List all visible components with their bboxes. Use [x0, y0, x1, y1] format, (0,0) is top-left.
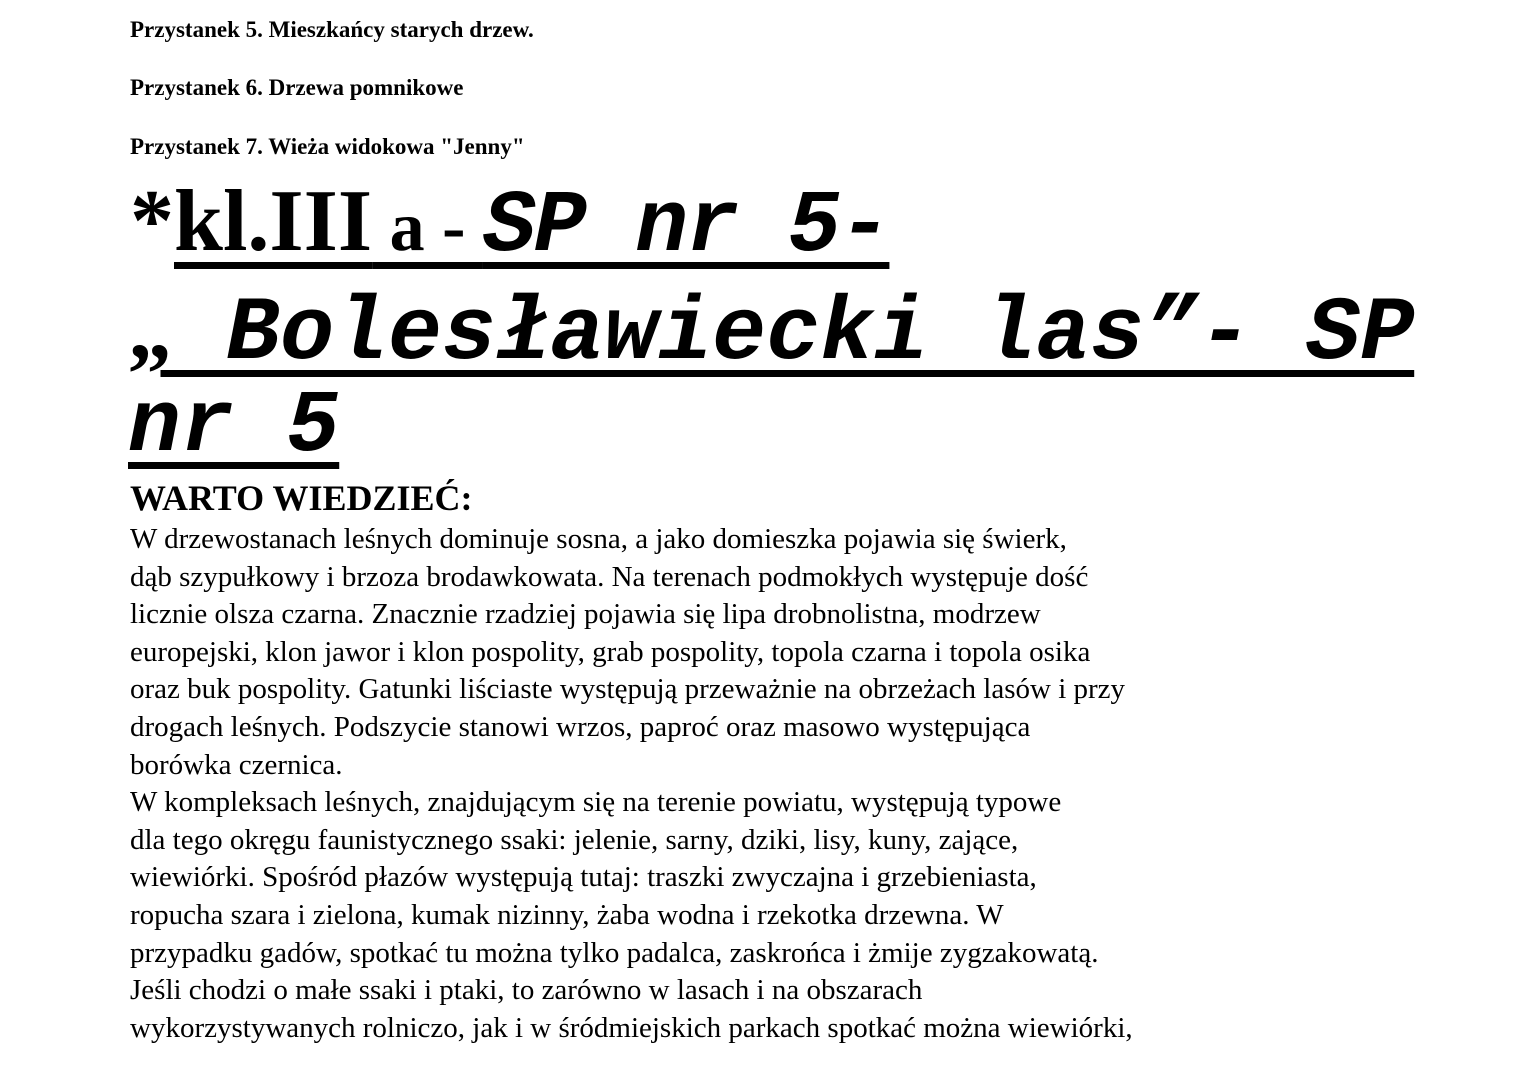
body-line: W kompleksach leśnych, znajdującym się na terenie powiatu, występują typowe — [130, 786, 1062, 819]
body-line: licznie olsza czarna. Znacznie rzadziej pojawia się lipa drobnolistna, modrzew — [130, 598, 1041, 631]
body-text — [130, 521, 1430, 1047]
title-line-1 — [130, 172, 889, 296]
body-line: dla tego okręgu faunistycznego ssaki: jelenie, sarny, dziki, lisy, kuny, zające, — [130, 823, 1019, 856]
body-line: wiewiórki. Spośród płazów występują tutaj: traszki zwyczajna i grzebieniasta, — [130, 861, 1037, 894]
title-project-name: Bolesławiecki las”- SP — [172, 284, 1415, 386]
body-line: drogach leśnych. Podszycie stanowi wrzos, paproć oraz masowo występująca — [130, 710, 1031, 743]
title-school-label: SP nr 5- — [482, 178, 890, 277]
body-line: Jeśli chodzi o małe ssaki i ptaki, to zarówno w lasach i na obszarach — [130, 974, 923, 1007]
stop-6-heading: Przystanek 6. Drzewa pomnikowe — [130, 75, 464, 100]
stop-7-heading: Przystanek 7. Wieża widokowa "Jenny" — [130, 134, 525, 159]
title-class-letter: a - — [372, 189, 483, 266]
title-school-number: nr 5 — [128, 378, 340, 477]
body-line: oraz buk pospolity. Gatunki liściaste występują przeważnie na obrzeżach lasów i przy — [130, 673, 1126, 706]
body-line: ropucha szara i zielona, kumak nizinny, żaba wodna i rzekotka drzewna. W — [130, 898, 1004, 931]
body-line: W drzewostanach leśnych dominuje sosna, a jako domieszka pojawia się świerk, — [130, 523, 1067, 555]
title-open-quote: „ — [128, 281, 172, 378]
body-line: dąb szypułkowy i brzoza brodawkowata. Na terenach podmokłych występuje dość — [130, 560, 1089, 593]
title-class-label: kl.III — [174, 173, 373, 270]
body-line: borówka czernica. — [130, 748, 343, 781]
title-asterisk: * — [130, 173, 174, 270]
body-line: europejski, klon jawor i klon pospolity, grab pospolity, topola czarna i topola osika — [130, 635, 1091, 668]
body-line: przypadku gadów, spotkać tu można tylko padalca, zaskrońca i żmije zygzakowatą. — [130, 936, 1099, 969]
body-line: wykorzystywanych rolniczo, jak i w śródmiejskich parkach spotkać można wiewiórki, — [130, 1011, 1133, 1044]
stop-5-heading: Przystanek 5. Mieszkańcy starych drzew. — [130, 17, 534, 42]
section-heading: WARTO WIEDZIEĆ: — [130, 478, 473, 518]
